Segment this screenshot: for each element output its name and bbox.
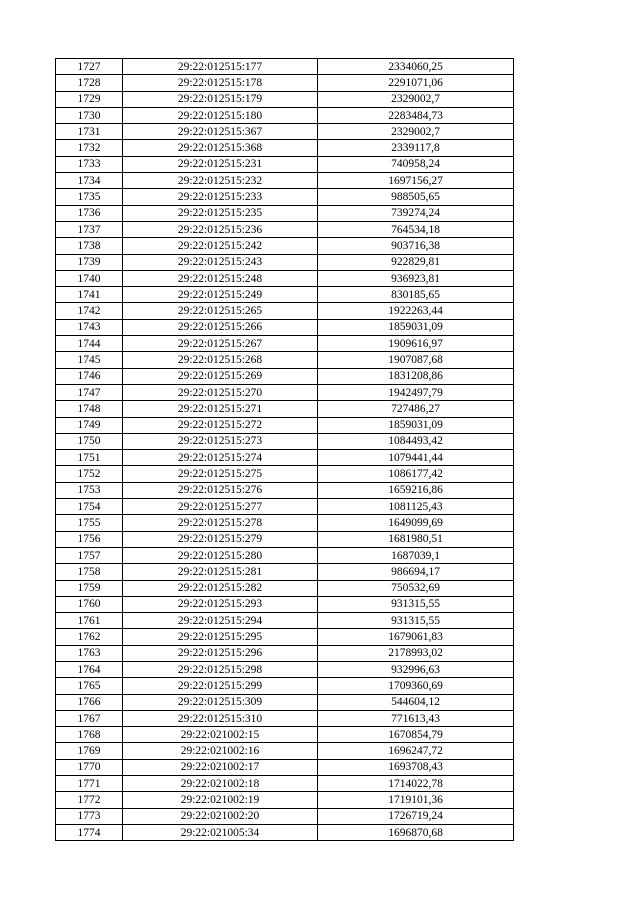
- table-row: [56, 710, 514, 726]
- cadastral-number-cell: 29:22:012515:179: [123, 91, 318, 107]
- cadastral-number-cell: 29:22:012515:295: [123, 629, 318, 645]
- cadastral-number-cell: 29:22:012515:269: [123, 368, 318, 384]
- table-row: [56, 759, 514, 775]
- table-row: [56, 499, 514, 515]
- row-number-cell: 1753: [56, 482, 123, 498]
- cadastral-number-cell: 29:22:012515:180: [123, 107, 318, 123]
- row-number-cell: 1738: [56, 238, 123, 254]
- cadastral-value-cell: 1681980,51: [318, 531, 514, 547]
- cadastral-number-cell: 29:22:012515:296: [123, 645, 318, 661]
- table-row: [56, 238, 514, 254]
- cadastral-number-cell: 29:22:012515:178: [123, 75, 318, 91]
- cadastral-number-cell: 29:22:012515:232: [123, 173, 318, 189]
- row-number-cell: 1747: [56, 384, 123, 400]
- table-row: [56, 433, 514, 449]
- table-row: [56, 287, 514, 303]
- cadastral-value-cell: 1907087,68: [318, 352, 514, 368]
- row-number-cell: 1762: [56, 629, 123, 645]
- cadastral-number-cell: 29:22:012515:310: [123, 710, 318, 726]
- cadastral-value-cell: 2291071,06: [318, 75, 514, 91]
- cadastral-number-cell: 29:22:012515:309: [123, 694, 318, 710]
- cadastral-value-cell: 931315,55: [318, 596, 514, 612]
- row-number-cell: 1730: [56, 107, 123, 123]
- table-row: [56, 124, 514, 140]
- row-number-cell: 1750: [56, 433, 123, 449]
- table-row: [56, 75, 514, 91]
- cadastral-number-cell: 29:22:012515:274: [123, 450, 318, 466]
- cadastral-number-cell: 29:22:012515:299: [123, 678, 318, 694]
- cadastral-number-cell: 29:22:012515:243: [123, 254, 318, 270]
- cadastral-number-cell: 29:22:012515:272: [123, 417, 318, 433]
- table-row: [56, 629, 514, 645]
- table-row: [56, 319, 514, 335]
- table-row: [56, 564, 514, 580]
- cadastral-number-cell: 29:22:012515:233: [123, 189, 318, 205]
- table-row: [56, 466, 514, 482]
- cadastral-number-cell: 29:22:012515:294: [123, 613, 318, 629]
- row-number-cell: 1761: [56, 613, 123, 629]
- cadastral-number-cell: 29:22:012515:276: [123, 482, 318, 498]
- cadastral-value-cell: 771613,43: [318, 710, 514, 726]
- cadastral-number-cell: 29:22:012515:270: [123, 384, 318, 400]
- cadastral-number-cell: 29:22:012515:293: [123, 596, 318, 612]
- row-number-cell: 1755: [56, 515, 123, 531]
- row-number-cell: 1743: [56, 319, 123, 335]
- table-body: [56, 59, 514, 841]
- table-row: [56, 694, 514, 710]
- cadastral-value-cell: 1714022,78: [318, 776, 514, 792]
- cadastral-number-cell: 29:22:012515:231: [123, 156, 318, 172]
- row-number-cell: 1768: [56, 727, 123, 743]
- table-row: [56, 270, 514, 286]
- cadastral-number-cell: 29:22:012515:266: [123, 319, 318, 335]
- cadastral-number-cell: 29:22:012515:267: [123, 336, 318, 352]
- cadastral-value-cell: 1709360,69: [318, 678, 514, 694]
- cadastral-value-cell: 1726719,24: [318, 808, 514, 824]
- cadastral-value-cell: 727486,27: [318, 401, 514, 417]
- cadastral-value-cell: 1922263,44: [318, 303, 514, 319]
- table-row: [56, 303, 514, 319]
- row-number-cell: 1745: [56, 352, 123, 368]
- row-number-cell: 1727: [56, 59, 123, 75]
- cadastral-number-cell: 29:22:021002:15: [123, 727, 318, 743]
- cadastral-value-cell: 1659216,86: [318, 482, 514, 498]
- table-row: [56, 613, 514, 629]
- cadastral-number-cell: 29:22:012515:265: [123, 303, 318, 319]
- table-row: [56, 156, 514, 172]
- table-row: [56, 531, 514, 547]
- cadastral-value-cell: 932996,63: [318, 661, 514, 677]
- table-row: [56, 368, 514, 384]
- cadastral-value-cell: 2178993,02: [318, 645, 514, 661]
- table-row: [56, 384, 514, 400]
- cadastral-value-cell: 986694,17: [318, 564, 514, 580]
- table-row: [56, 189, 514, 205]
- row-number-cell: 1760: [56, 596, 123, 612]
- row-number-cell: 1770: [56, 759, 123, 775]
- row-number-cell: 1734: [56, 173, 123, 189]
- row-number-cell: 1756: [56, 531, 123, 547]
- row-number-cell: 1764: [56, 661, 123, 677]
- row-number-cell: 1773: [56, 808, 123, 824]
- cadastral-value-cell: 830185,65: [318, 287, 514, 303]
- cadastral-value-cell: 750532,69: [318, 580, 514, 596]
- cadastral-number-cell: 29:22:012515:273: [123, 433, 318, 449]
- cadastral-value-cell: 1719101,36: [318, 792, 514, 808]
- table-row: [56, 743, 514, 759]
- row-number-cell: 1729: [56, 91, 123, 107]
- cadastral-value-cell: 739274,24: [318, 205, 514, 221]
- cadastral-value-cell: 1831208,86: [318, 368, 514, 384]
- row-number-cell: 1758: [56, 564, 123, 580]
- cadastral-value-cell: 903716,38: [318, 238, 514, 254]
- cadastral-number-cell: 29:22:012515:279: [123, 531, 318, 547]
- row-number-cell: 1741: [56, 287, 123, 303]
- row-number-cell: 1754: [56, 499, 123, 515]
- row-number-cell: 1735: [56, 189, 123, 205]
- row-number-cell: 1765: [56, 678, 123, 694]
- table-row: [56, 336, 514, 352]
- cadastral-value-cell: 2329002,7: [318, 124, 514, 140]
- table-row: [56, 808, 514, 824]
- table-row: [56, 580, 514, 596]
- row-number-cell: 1737: [56, 221, 123, 237]
- cadastral-value-cell: 1084493,42: [318, 433, 514, 449]
- cadastral-value-cell: 2329002,7: [318, 91, 514, 107]
- row-number-cell: 1740: [56, 270, 123, 286]
- cadastral-number-cell: 29:22:012515:277: [123, 499, 318, 515]
- table-row: [56, 450, 514, 466]
- table-row: [56, 792, 514, 808]
- table-row: [56, 254, 514, 270]
- table-row: [56, 205, 514, 221]
- cadastral-number-cell: 29:22:012515:177: [123, 59, 318, 75]
- cadastral-number-cell: 29:22:021002:16: [123, 743, 318, 759]
- cadastral-number-cell: 29:22:012515:282: [123, 580, 318, 596]
- cadastral-value-cell: 922829,81: [318, 254, 514, 270]
- cadastral-number-cell: 29:22:021002:18: [123, 776, 318, 792]
- cadastral-number-cell: 29:22:012515:367: [123, 124, 318, 140]
- cadastral-number-cell: 29:22:012515:242: [123, 238, 318, 254]
- row-number-cell: 1748: [56, 401, 123, 417]
- table-row: [56, 645, 514, 661]
- cadastral-value-cell: 988505,65: [318, 189, 514, 205]
- table-row: [56, 401, 514, 417]
- row-number-cell: 1733: [56, 156, 123, 172]
- table-row: [56, 596, 514, 612]
- row-number-cell: 1771: [56, 776, 123, 792]
- cadastral-value-table: [55, 58, 514, 841]
- table-row: [56, 221, 514, 237]
- cadastral-number-cell: 29:22:021002:17: [123, 759, 318, 775]
- cadastral-value-cell: 1697156,27: [318, 173, 514, 189]
- row-number-cell: 1742: [56, 303, 123, 319]
- cadastral-value-cell: 1079441,44: [318, 450, 514, 466]
- table-row: [56, 91, 514, 107]
- cadastral-number-cell: 29:22:021005:34: [123, 824, 318, 840]
- table-row: [56, 547, 514, 563]
- table-row: [56, 776, 514, 792]
- cadastral-value-cell: 1942497,79: [318, 384, 514, 400]
- cadastral-number-cell: 29:22:012515:236: [123, 221, 318, 237]
- row-number-cell: 1772: [56, 792, 123, 808]
- row-number-cell: 1744: [56, 336, 123, 352]
- cadastral-number-cell: 29:22:021002:19: [123, 792, 318, 808]
- cadastral-number-cell: 29:22:012515:280: [123, 547, 318, 563]
- table-row: [56, 107, 514, 123]
- cadastral-number-cell: 29:22:021002:20: [123, 808, 318, 824]
- row-number-cell: 1732: [56, 140, 123, 156]
- cadastral-number-cell: 29:22:012515:268: [123, 352, 318, 368]
- cadastral-value-cell: 1859031,09: [318, 417, 514, 433]
- row-number-cell: 1751: [56, 450, 123, 466]
- row-number-cell: 1749: [56, 417, 123, 433]
- cadastral-value-cell: 544604,12: [318, 694, 514, 710]
- cadastral-number-cell: 29:22:012515:368: [123, 140, 318, 156]
- row-number-cell: 1757: [56, 547, 123, 563]
- table-row: [56, 352, 514, 368]
- cadastral-number-cell: 29:22:012515:281: [123, 564, 318, 580]
- cadastral-value-cell: 931315,55: [318, 613, 514, 629]
- table-row: [56, 824, 514, 840]
- row-number-cell: 1767: [56, 710, 123, 726]
- cadastral-value-cell: 1693708,43: [318, 759, 514, 775]
- table-row: [56, 173, 514, 189]
- cadastral-number-cell: 29:22:012515:278: [123, 515, 318, 531]
- cadastral-number-cell: 29:22:012515:275: [123, 466, 318, 482]
- cadastral-value-cell: 1679061,83: [318, 629, 514, 645]
- cadastral-value-cell: 2339117,8: [318, 140, 514, 156]
- row-number-cell: 1746: [56, 368, 123, 384]
- table-row: [56, 727, 514, 743]
- cadastral-value-cell: 1696870,68: [318, 824, 514, 840]
- cadastral-number-cell: 29:22:012515:248: [123, 270, 318, 286]
- cadastral-value-cell: 2334060,25: [318, 59, 514, 75]
- cadastral-value-cell: 1909616,97: [318, 336, 514, 352]
- table-row: [56, 661, 514, 677]
- row-number-cell: 1766: [56, 694, 123, 710]
- row-number-cell: 1759: [56, 580, 123, 596]
- cadastral-value-cell: 740958,24: [318, 156, 514, 172]
- table-row: [56, 515, 514, 531]
- table-row: [56, 482, 514, 498]
- row-number-cell: 1728: [56, 75, 123, 91]
- table-row: [56, 417, 514, 433]
- row-number-cell: 1739: [56, 254, 123, 270]
- table-row: [56, 59, 514, 75]
- row-number-cell: 1763: [56, 645, 123, 661]
- cadastral-value-cell: 1670854,79: [318, 727, 514, 743]
- cadastral-value-cell: 936923,81: [318, 270, 514, 286]
- cadastral-value-cell: 1859031,09: [318, 319, 514, 335]
- row-number-cell: 1774: [56, 824, 123, 840]
- cadastral-number-cell: 29:22:012515:235: [123, 205, 318, 221]
- row-number-cell: 1731: [56, 124, 123, 140]
- cadastral-value-cell: 1086177,42: [318, 466, 514, 482]
- cadastral-number-cell: 29:22:012515:271: [123, 401, 318, 417]
- cadastral-value-cell: 1649099,69: [318, 515, 514, 531]
- row-number-cell: 1752: [56, 466, 123, 482]
- cadastral-number-cell: 29:22:012515:249: [123, 287, 318, 303]
- table-row: [56, 678, 514, 694]
- row-number-cell: 1769: [56, 743, 123, 759]
- cadastral-value-cell: 1696247,72: [318, 743, 514, 759]
- cadastral-value-cell: 1081125,43: [318, 499, 514, 515]
- cadastral-value-cell: 1687039,1: [318, 547, 514, 563]
- cadastral-number-cell: 29:22:012515:298: [123, 661, 318, 677]
- cadastral-value-cell: 2283484,73: [318, 107, 514, 123]
- row-number-cell: 1736: [56, 205, 123, 221]
- table-row: [56, 140, 514, 156]
- cadastral-value-cell: 764534,18: [318, 221, 514, 237]
